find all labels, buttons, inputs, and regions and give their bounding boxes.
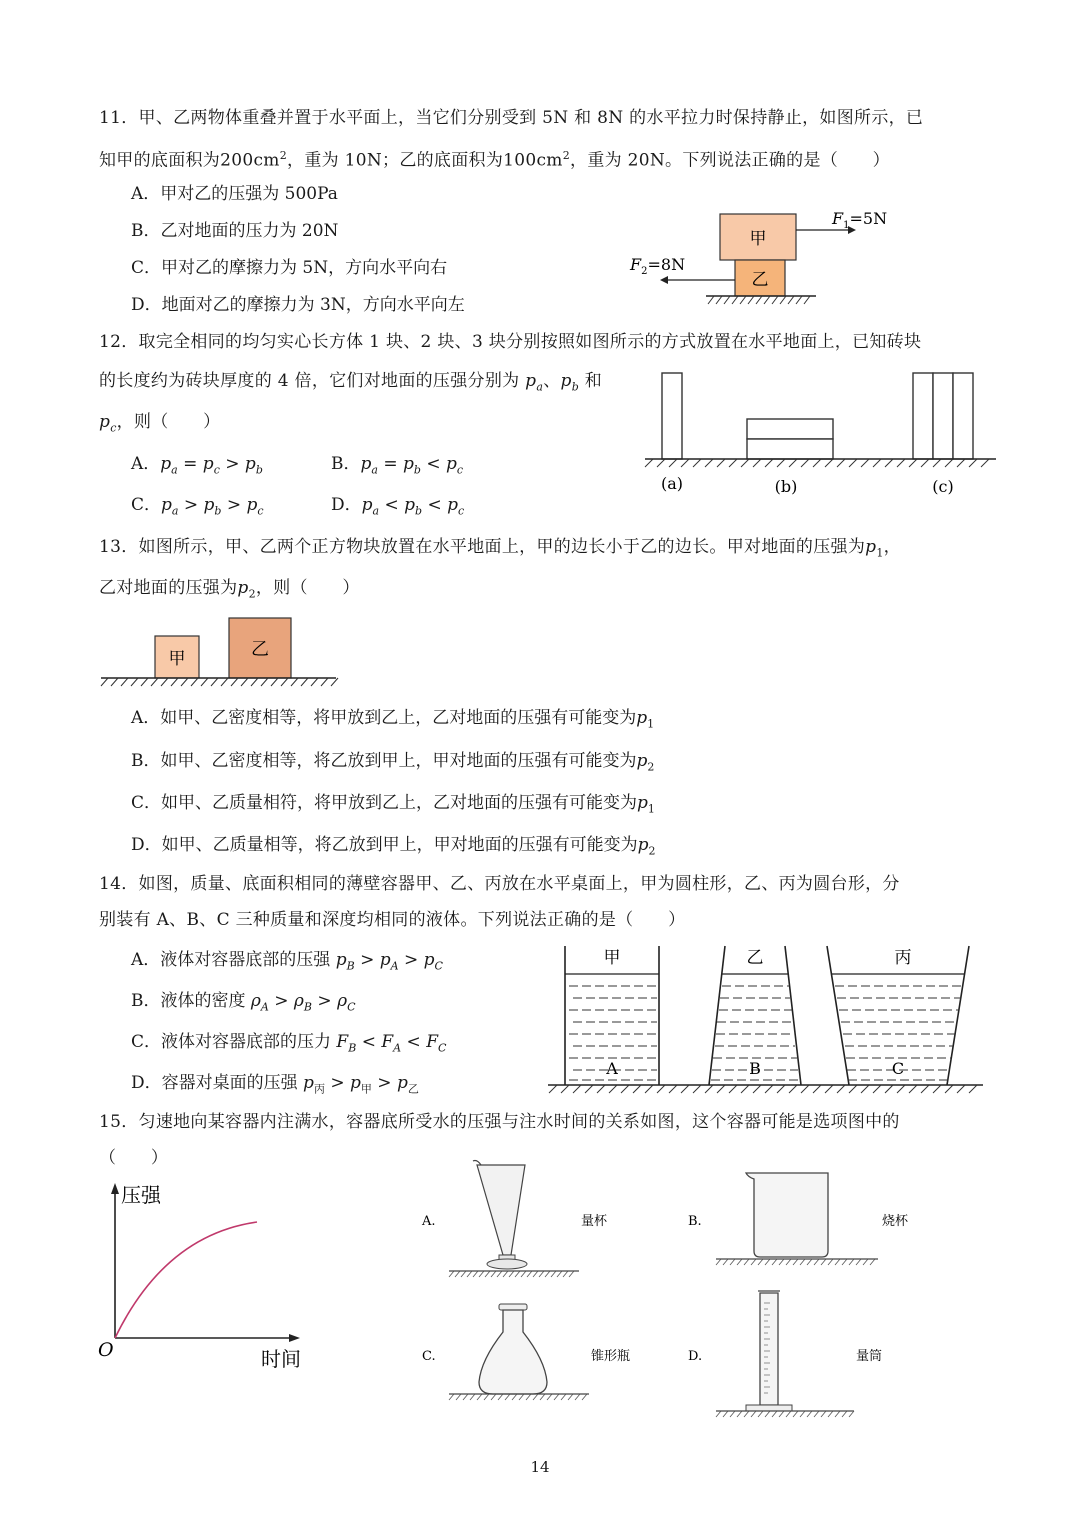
q15-line2: （ ） bbox=[99, 1148, 169, 1168]
option-a-name: 量杯 bbox=[581, 1214, 608, 1229]
page-number: 14 bbox=[530, 1458, 550, 1476]
label-yi: 乙 bbox=[746, 948, 764, 968]
label-bing: 丙 bbox=[894, 948, 912, 968]
pressure-curve bbox=[115, 1222, 257, 1338]
q13-figure bbox=[98, 612, 343, 692]
q13-option-a[interactable]: A．如甲、乙密度相等，将甲放到乙上，乙对地面的压强有可能变为$p_1$ bbox=[131, 708, 655, 731]
container-yi bbox=[709, 946, 801, 1085]
block-yi-label: 乙 bbox=[751, 270, 769, 290]
q12-line1: 12．取完全相同的均匀实心长方体 1 块、2 块、3 块分别按照如图所示的方式放置在水平地面上，已知砖块 bbox=[99, 332, 922, 352]
q15-option-a-figure[interactable] bbox=[415, 1155, 608, 1280]
beaker-body bbox=[746, 1173, 828, 1257]
q15-line1: 15．匀速地向某容器内注满水，容器底所受水的压强与注水时间的关系如图，这个容器可能是选项图中的 bbox=[99, 1112, 900, 1132]
liquid-a: A bbox=[606, 1059, 618, 1078]
cylinder-base bbox=[746, 1405, 792, 1411]
cube-jia-label: 甲 bbox=[168, 649, 186, 669]
label-b: (b) bbox=[774, 477, 798, 496]
x-label: 时间 bbox=[261, 1347, 301, 1371]
ground-hatch bbox=[101, 678, 338, 686]
q14-option-d[interactable]: D．容器对桌面的压强 $p_丙 > p_甲 > p_乙$ bbox=[131, 1073, 419, 1096]
q13-line2: 乙对地面的压强为$p_2$，则（ ） bbox=[99, 578, 360, 601]
cube-yi-label: 乙 bbox=[251, 639, 269, 660]
liquid-c: C bbox=[891, 1059, 905, 1078]
flask-rim bbox=[499, 1304, 527, 1310]
liquid-b: B bbox=[749, 1059, 761, 1078]
y-axis-arrow bbox=[111, 1183, 119, 1194]
q12-option-c[interactable]: C．$p_a > p_b > p_c$ bbox=[131, 495, 264, 518]
brick-c1 bbox=[913, 373, 933, 459]
q12-option-d[interactable]: D．$p_a < p_b < p_c$ bbox=[331, 495, 465, 518]
q14-line1: 14．如图，质量、底面积相同的薄壁容器甲、乙、丙放在水平桌面上，甲为圆柱形，乙、丙为圆台形，分 bbox=[99, 874, 900, 894]
cylinder-body bbox=[760, 1293, 778, 1405]
brick-c3 bbox=[953, 373, 973, 459]
block-jia-label: 甲 bbox=[749, 229, 767, 249]
q11-option-b[interactable]: B．乙对地面的压力为 20N bbox=[131, 221, 339, 241]
label-c: (c) bbox=[932, 477, 954, 496]
y-label: 压强 bbox=[121, 1183, 161, 1207]
x-axis-arrow bbox=[289, 1334, 300, 1342]
q12-line3: $p_c$，则（ ） bbox=[99, 412, 221, 435]
table-hatch bbox=[549, 1085, 977, 1093]
ground-hatch bbox=[708, 296, 810, 304]
measuring-cup-body bbox=[477, 1165, 525, 1255]
q14-option-c[interactable]: C．液体对容器底部的压力 $F_B < F_A < F_C$ bbox=[131, 1032, 447, 1055]
container-bing bbox=[827, 946, 969, 1085]
q11-line2: 知甲的底面积为$200cm^2$，重为 10N；乙的底面积为$100cm^2$，重为 20N。下列说法正确的是（ ） bbox=[99, 149, 890, 171]
flask-body bbox=[479, 1310, 547, 1394]
q11-option-d[interactable]: D．地面对乙的摩擦力为 3N，方向水平向左 bbox=[131, 295, 465, 315]
q14-option-b[interactable]: B．液体的密度 $\rho_A > \rho_B > \rho_C$ bbox=[131, 991, 356, 1014]
option-b-letter: B. bbox=[688, 1214, 702, 1229]
q12-line2: 的长度约为砖块厚度的 4 倍，它们对地面的压强分别为 $p_a$、$p_b$ 和 bbox=[99, 371, 603, 394]
q11-option-c[interactable]: C．甲对乙的摩擦力为 5N，方向水平向右 bbox=[131, 258, 448, 278]
q12-option-b[interactable]: B．$p_a = p_b < p_c$ bbox=[331, 454, 464, 477]
cup-base bbox=[487, 1259, 527, 1269]
brick-b-bottom bbox=[747, 439, 833, 459]
option-b-name: 烧杯 bbox=[882, 1214, 909, 1229]
q13-option-c[interactable]: C．如甲、乙质量相符，将甲放到乙上，乙对地面的压强有可能变为$p_1$ bbox=[131, 793, 655, 816]
option-d-letter: D. bbox=[688, 1349, 703, 1364]
label-jia: 甲 bbox=[603, 948, 621, 968]
label-f1: $F_1=5N$ bbox=[832, 209, 888, 231]
brick-a bbox=[662, 373, 682, 459]
brick-c2 bbox=[933, 373, 953, 459]
q15-option-b-figure[interactable] bbox=[680, 1165, 920, 1275]
q11-figure bbox=[620, 200, 900, 310]
q12-option-a[interactable]: A．$p_a = p_c > p_b$ bbox=[131, 454, 263, 477]
origin-label: O bbox=[98, 1339, 114, 1361]
q15-option-d-figure[interactable] bbox=[680, 1285, 920, 1425]
q15-graph bbox=[95, 1180, 325, 1380]
brick-b-top bbox=[747, 419, 833, 439]
arrow-f2-head bbox=[660, 276, 668, 284]
q13-option-b[interactable]: B．如甲、乙密度相等，将乙放到甲上，甲对地面的压强有可能变为$p_2$ bbox=[131, 751, 655, 774]
q11-line1: 11．甲、乙两物体重叠并置于水平面上，当它们分别受到 5N 和 8N 的水平拉力时保持静止，如图所示，已 bbox=[99, 108, 924, 128]
cup-spout bbox=[473, 1161, 481, 1166]
q14-option-a[interactable]: A．液体对容器底部的压强 $p_B > p_A > p_C$ bbox=[131, 950, 443, 973]
q14-line2: 别装有 A、B、C 三种质量和深度均相同的液体。下列说法正确的是（ ） bbox=[99, 910, 686, 930]
q13-line1: 13．如图所示，甲、乙两个正方物块放置在水平地面上，甲的边长小于乙的边长。甲对地面的压强为$p_1$， bbox=[99, 537, 901, 560]
q11-option-a[interactable]: A．甲对乙的压强为 500Pa bbox=[131, 184, 338, 204]
q12-figure bbox=[640, 365, 1000, 500]
label-f2: $F_2=8N$ bbox=[630, 255, 686, 277]
container-jia bbox=[565, 946, 659, 1085]
option-c-name: 锥形瓶 bbox=[591, 1349, 631, 1364]
option-a-letter: A. bbox=[422, 1214, 436, 1229]
option-d-name: 量筒 bbox=[856, 1349, 883, 1364]
label-a: (a) bbox=[660, 474, 684, 493]
q13-option-d[interactable]: D．如甲、乙质量相等，将乙放到甲上，甲对地面的压强有可能变为$p_2$ bbox=[131, 835, 656, 858]
q14-figure bbox=[545, 940, 985, 1100]
ground-hatch bbox=[645, 459, 989, 467]
q15-option-c-figure[interactable] bbox=[415, 1298, 655, 1408]
option-c-letter: C. bbox=[422, 1349, 436, 1364]
